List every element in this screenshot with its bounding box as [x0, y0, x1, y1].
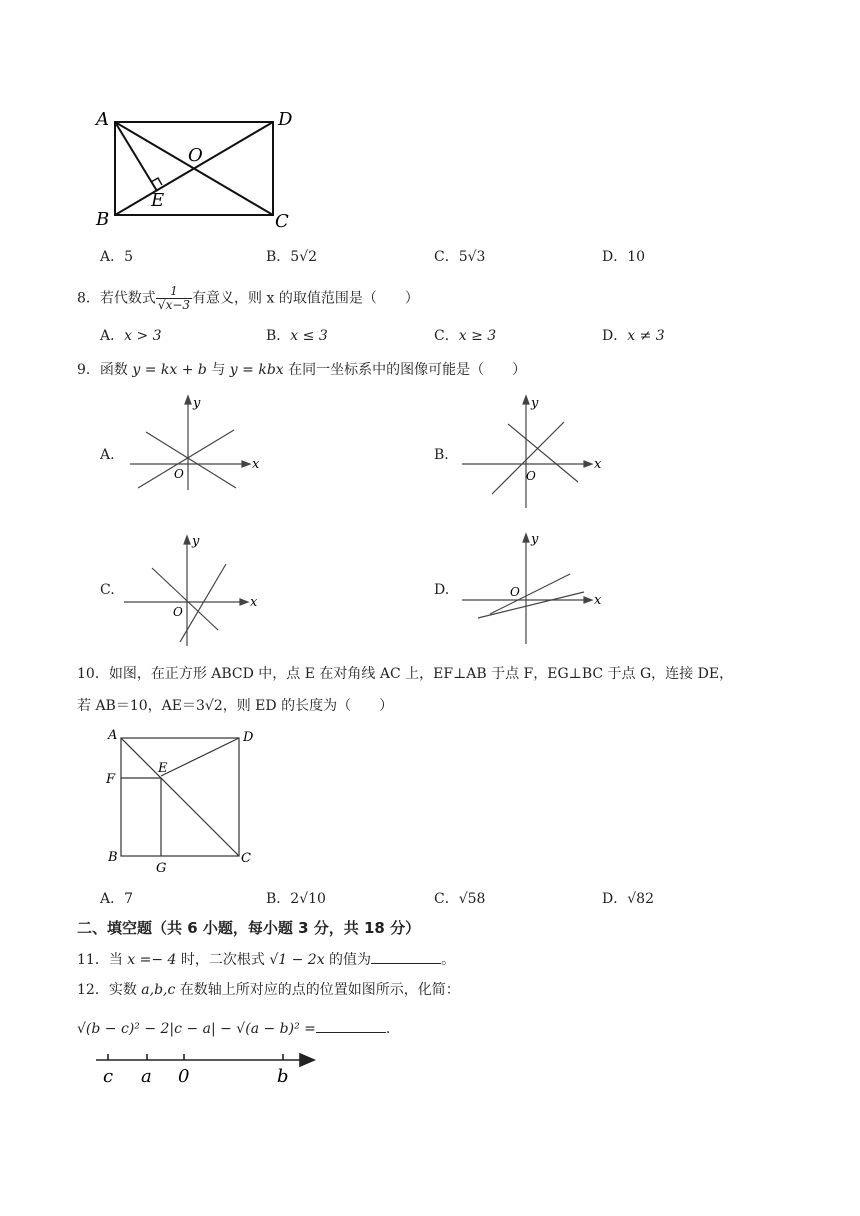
q7-option-a[interactable]: A．5	[100, 249, 134, 265]
q10-option-a[interactable]: A．7	[100, 891, 134, 907]
q9-graph-c	[120, 530, 270, 650]
svg-text:O: O	[510, 585, 520, 599]
svg-text:x: x	[594, 457, 602, 472]
q11-stem: 11．当 x =− 4 时，二次根式 √1 − 2x 的值为 。	[77, 949, 455, 970]
q12-expression: √(b − c)² − 2|c − a| − √(a − b)² = .	[77, 1018, 390, 1039]
svg-text:x: x	[594, 593, 602, 608]
svg-text:D: D	[243, 730, 254, 745]
q7-option-d[interactable]: D．10	[602, 249, 646, 265]
q9-graph-a	[126, 392, 266, 492]
q7-option-b[interactable]: B．5√2	[266, 249, 318, 265]
q8-option-c[interactable]: C．x ≥ 3	[434, 328, 497, 344]
axis-label-a: a	[141, 1066, 152, 1087]
q10-option-c[interactable]: C．√58	[434, 891, 486, 907]
q7-option-c[interactable]: C．5√3	[434, 249, 486, 265]
q12-stem: 12．实数 a,b,c 在数轴上所对应的点的位置如图所示，化简：	[77, 982, 460, 998]
svg-text:O: O	[173, 605, 183, 619]
figure-rectangle-abcd	[88, 105, 308, 235]
svg-text:A: A	[108, 728, 118, 743]
label-e: E	[151, 190, 165, 211]
svg-text:G: G	[156, 861, 167, 875]
svg-text:F: F	[106, 772, 116, 787]
number-line	[92, 1048, 322, 1088]
q10-stem-line1: 10．如图，在正方形 ABCD 中，点 E 在对角线 AC 上，EF⊥AB 于点 F，EG⊥BC 于点 G，连接 DE，	[77, 666, 734, 682]
q9-option-b[interactable]: B.	[434, 447, 449, 463]
q9-graph-d	[460, 528, 610, 648]
svg-text:E: E	[158, 761, 168, 776]
q9-stem: 9．函数 y = kx + b 与 y = kbx 在同一坐标系中的图像可能是（ ）	[77, 362, 527, 378]
graph-a-line-1	[146, 432, 236, 488]
q10-option-b[interactable]: B．2√10	[266, 891, 326, 907]
q11-answer-blank[interactable]	[371, 949, 441, 964]
q10-option-d[interactable]: D．√82	[602, 891, 654, 907]
q8-fraction: $\frac{1}{√x-3}$	[157, 284, 191, 312]
svg-text:O: O	[174, 467, 184, 481]
graph-b-line-1	[508, 424, 578, 482]
graph-a-line-2	[138, 430, 234, 488]
q8-stem: 8．若代数式 $\frac{1}{√x-3}$ 有意义，则 x 的取值范围是（ ）	[77, 284, 419, 312]
svg-text:B: B	[108, 850, 118, 865]
graph-d-line-2	[478, 592, 584, 618]
q10-stem-line2: 若 AB＝10，AE＝3√2，则 ED 的长度为（ ）	[77, 698, 394, 714]
label-d: D	[278, 109, 293, 130]
svg-text:x: x	[250, 595, 258, 610]
graph-c-line-1	[152, 568, 218, 630]
svg-text:y: y	[531, 396, 539, 411]
figure-square-abcd	[100, 725, 270, 875]
graph-d-line-1	[490, 574, 570, 614]
svg-text:y: y	[193, 396, 201, 411]
label-c: C	[275, 211, 289, 232]
svg-text:y: y	[531, 532, 539, 547]
svg-text:x: x	[252, 457, 260, 472]
segment-ae	[115, 122, 157, 191]
q8-option-b[interactable]: B．x ≤ 3	[266, 328, 328, 344]
label-b: B	[96, 209, 110, 230]
svg-text:O: O	[526, 469, 536, 483]
q9-option-a[interactable]: A.	[100, 447, 115, 463]
axis-label-b: b	[277, 1066, 289, 1087]
q8-option-a[interactable]: A．x > 3	[100, 328, 162, 344]
section-title: 二、填空题（共 6 小题，每小题 3 分，共 18 分）	[77, 919, 421, 937]
graph-b-line-2	[492, 422, 564, 494]
label-o: O	[188, 145, 203, 166]
axis-label-c: c	[103, 1066, 114, 1087]
svg-text:y: y	[192, 534, 200, 549]
q9-graph-b	[460, 392, 610, 512]
label-a: A	[96, 109, 109, 130]
svg-text:C: C	[241, 851, 251, 866]
q9-option-c[interactable]: C.	[100, 582, 115, 598]
diagonal-ac	[121, 738, 239, 856]
q9-option-d[interactable]: D.	[434, 582, 450, 598]
q8-option-d[interactable]: D．x ≠ 3	[602, 328, 665, 344]
q12-answer-blank[interactable]	[316, 1018, 386, 1033]
axis-label-zero: 0	[178, 1066, 190, 1087]
segment-de	[161, 738, 239, 776]
